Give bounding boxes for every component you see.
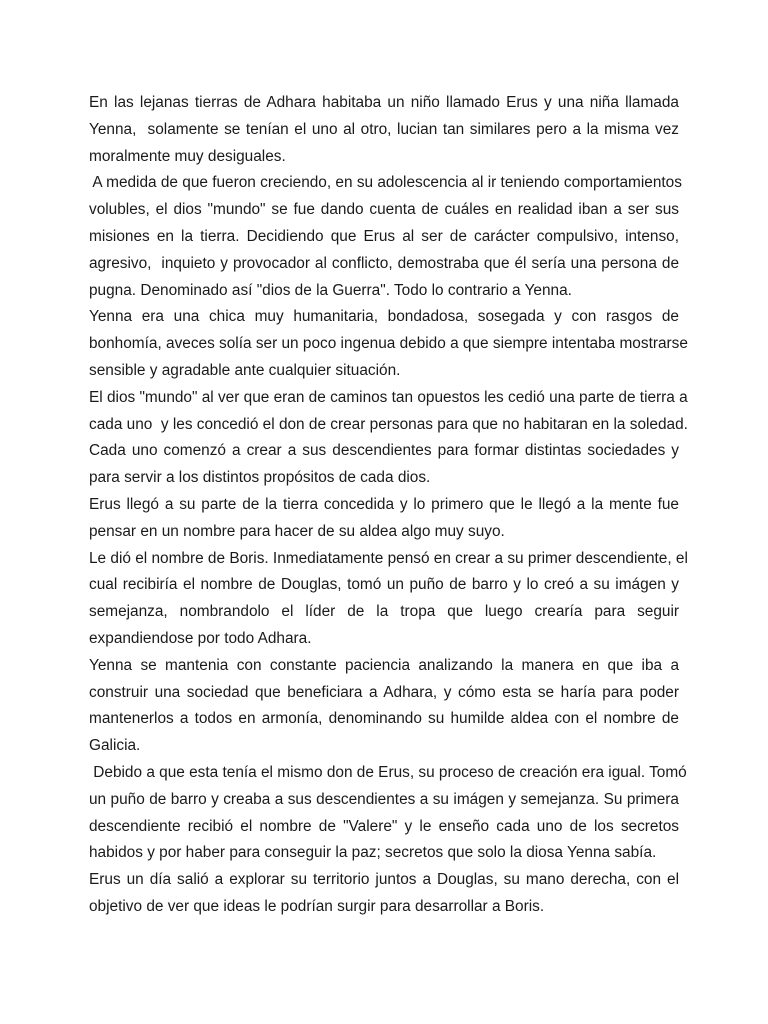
text-line: habidos y por haber para conseguir la paz; secretos que solo la diosa Yenna sabía.: [89, 844, 657, 862]
text-line: volubles, el dios "mundo" se fue dando cuenta de cuáles en realidad iban a ser sus: [89, 201, 679, 219]
text-line: bonhomía, aveces solía ser un poco ingenua debido a que siempre intentaba mostrarse: [89, 335, 688, 353]
text-line: El dios "mundo" al ver que eran de caminos tan opuestos les cedió una parte de tierra a: [89, 388, 688, 406]
text-line: Yenna era una chica muy humanitaria, bondadosa, sosegada y con rasgos de: [89, 308, 679, 326]
text-line: expandiendose por todo Adhara.: [89, 629, 312, 647]
story-text: [89, 90, 688, 921]
text-line: pugna. Denominado así "dios de la Guerra". Todo lo contrario a Yenna.: [89, 281, 572, 299]
text-line: construir una sociedad que beneficiara a Adhara, y cómo esta se haría para poder: [89, 683, 679, 701]
text-line: un puño de barro y creaba a sus descendientes a su imágen y semejanza. Su primera: [89, 790, 679, 808]
text-line: Yenna, solamente se tenían el uno al otro, lucian tan similares pero a la misma vez: [89, 120, 679, 138]
text-line: mantenerlos a todos en armonía, denominando su humilde aldea con el nombre de: [89, 710, 679, 728]
text-line: objetivo de ver que ideas le podrían surgir para desarrollar a Boris.: [89, 897, 545, 915]
text-line: Erus un día salió a explorar su territorio juntos a Douglas, su mano derecha, con el: [89, 871, 679, 889]
text-line: descendiente recibió el nombre de "Valere" y le enseño cada uno de los secretos: [89, 817, 679, 835]
text-line: semejanza, nombrandolo el líder de la tropa que luego crearía para seguir: [89, 603, 679, 621]
text-line: misiones en la tierra. Decidiendo que Erus al ser de carácter compulsivo, intenso,: [89, 227, 679, 245]
text-line: A medida de que fueron creciendo, en su adolescencia al ir teniendo comportamientos: [89, 174, 682, 192]
text-line: cual recibiría el nombre de Douglas, tomó un puño de barro y lo creó a su imágen y: [89, 576, 679, 594]
text-line: Le dió el nombre de Boris. Inmediatamente pensó en crear a su primer descendiente, el: [89, 549, 688, 567]
text-line: Galicia.: [89, 737, 141, 755]
text-line: cada uno y les concedió el don de crear personas para que no habitaran en la soledad.: [89, 415, 688, 433]
text-line: Yenna se mantenia con constante paciencia analizando la manera en que iba a: [89, 656, 679, 674]
text-line: pensar en un nombre para hacer de su aldea algo muy suyo.: [89, 522, 505, 540]
text-line: En las lejanas tierras de Adhara habitaba un niño llamado Erus y una niña llamada: [89, 94, 679, 111]
text-line: sensible y agradable ante cualquier situación.: [89, 361, 401, 379]
text-line: Debido a que esta tenía el mismo don de Erus, su proceso de creación era igual. Tomó: [89, 763, 687, 781]
text-line: para servir a los distintos propósitos de cada dios.: [89, 469, 431, 487]
text-line: moralmente muy desiguales.: [89, 147, 286, 165]
text-line: agresivo, inquieto y provocador al conflicto, demostraba que él sería una persona de: [89, 254, 679, 272]
text-line: Erus llegó a su parte de la tierra concedida y lo primero que le llegó a la mente fue: [89, 495, 679, 513]
text-line: Cada uno comenzó a crear a sus descendientes para formar distintas sociedades y: [89, 442, 679, 460]
